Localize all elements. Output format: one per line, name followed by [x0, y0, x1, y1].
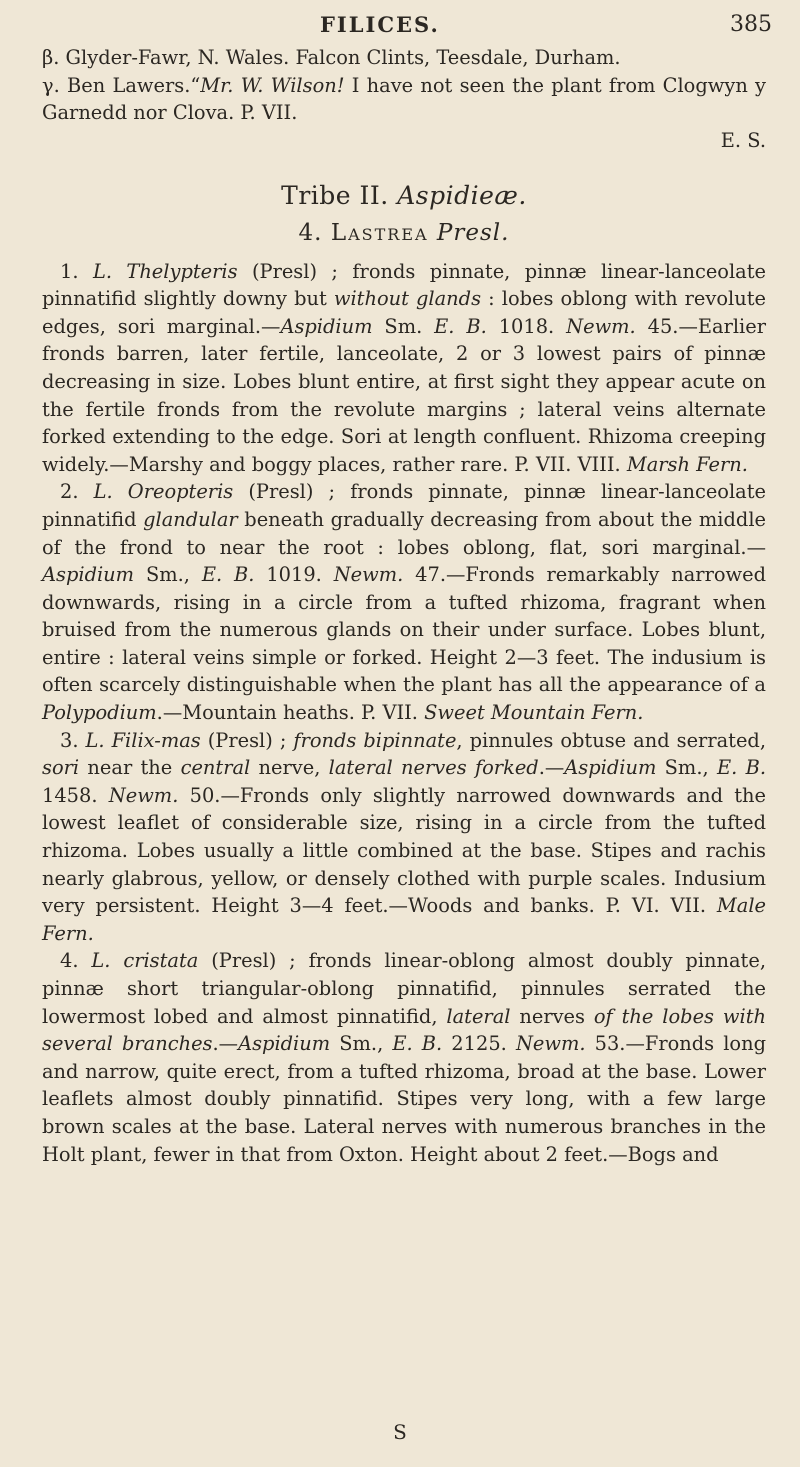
species-text: (Presl) ; fronds linear-oblong almost doubly pinnate, pinnæ short triangular-oblong pinnatifid, pinnules serrated the lowermost lobed and almost pinnatifid, [42, 949, 766, 1028]
species-text: 1458. [42, 783, 109, 807]
species-text: 47.—Fronds remarkably narrowed downwards, rising in a circle from a tufted rhizoma, fragrant when bruised from the numerous glands on their under surface. Lobes blunt, entire : lateral veins simple or forked. Height 2—3 feet. The indusium is often scarcely distinguishable when the plant has all the appearance of a [42, 563, 766, 697]
species-synonym: Aspidium [280, 314, 373, 338]
species-text: 50.—Fronds only slightly narrowed downwards and the lowest leaflet of considerable size, rising in a circle from the tufted rhizoma. Lobes usually a little combined at the base. Stipes and rachis nearly glabrous, yellow, or densely clothed with purple scales. Indusium very persistent. Height 3—4 feet.—Woods and banks. P. VI. VII. [42, 783, 766, 918]
species-text: 1019. [254, 563, 334, 587]
variety-gamma-quote: “ [190, 73, 201, 97]
signature-mark: S [393, 1420, 407, 1444]
species-common-name: Marsh Fern. [626, 452, 748, 476]
species-text: nerve, [250, 756, 329, 780]
variety-gamma-locality: Ben Lawers. [67, 73, 191, 97]
genus-name: Lastrea [330, 219, 429, 246]
species-number: 4. [60, 949, 79, 973]
species-emphasis: glandular [143, 507, 238, 531]
species-text: beneath gradually decreasing from about the middle of the frond to near the root : lobes oblong, flat, sori marginal.— [42, 507, 767, 559]
species-text: , pinnules obtuse and serrated, [456, 728, 766, 752]
species-text: (Presl) ; fronds pinnate, pinnæ linear-lanceolate pinnatifid slightly downy but [42, 259, 767, 311]
author-initials: E. S. [720, 128, 766, 152]
species-text: near the [79, 756, 181, 780]
species-emphasis: Polypodium [42, 701, 157, 725]
species-name: L. Oreopteris [93, 480, 234, 504]
species-reference: E. B. [716, 756, 766, 780]
species-text: (Presl) ; fronds pinnate, pinnæ linear-lanceolate pinnatifid [42, 480, 766, 531]
variety-beta-rest: Falcon Clints, Teesdale, Durham. [289, 46, 621, 69]
species-text: 2125. [442, 1032, 516, 1056]
species-text: .— [212, 1032, 239, 1056]
species-name: L. Filix-mas [85, 728, 201, 752]
species-emphasis: without glands [333, 287, 482, 311]
species-synonym: Aspidium [238, 1032, 331, 1056]
species-entry-3 [42, 727, 766, 948]
species-entry-2 [42, 478, 766, 726]
species-emphasis: lateral nerves forked [328, 756, 539, 780]
species-text: Sm., [656, 756, 717, 780]
tribe-name: Aspidieæ. [397, 181, 527, 211]
species-emphasis: sori [42, 756, 80, 780]
genus-heading [42, 220, 766, 248]
species-name: L. Thelypteris [92, 259, 238, 283]
species-text: Sm. [372, 314, 435, 338]
species-text: 53.—Fronds long and narrow, quite erect, from a tufted rhizoma, broad at the base. Lower leaflets almost doubly pinnatifid. Stipes very long, with a few large brown scales at the base. Lateral nerves with numerous branches in the Holt plant, fewer in that from Oxton. Height about 2 feet.—Bogs and [42, 1032, 766, 1166]
species-text: Sm., [330, 1032, 393, 1056]
body-text [42, 44, 766, 1168]
species-entry-4 [42, 947, 766, 1168]
species-text: 1018. [486, 314, 567, 338]
tribe-label: Tribe II. [281, 181, 389, 211]
species-common-name: Sweet Mountain Fern. [424, 701, 644, 725]
variety-gamma-label: γ. [42, 73, 60, 97]
species-reference: Newm. [566, 314, 636, 338]
genus-author: Presl. [436, 219, 510, 246]
species-text: Sm., [134, 563, 202, 587]
species-common-name: Male Fern. [42, 894, 766, 945]
species-emphasis: lateral [446, 1004, 511, 1028]
species-emphasis: central [180, 756, 251, 780]
running-head [0, 10, 800, 38]
species-number: 3. [60, 728, 79, 752]
species-reference: Newm. [333, 563, 404, 587]
species-synonym: Aspidium [42, 563, 135, 587]
species-emphasis: fronds bipinnate [293, 728, 457, 752]
species-text: .— [538, 756, 565, 780]
species-number: 2. [60, 480, 79, 504]
species-name: L. cristata [91, 949, 199, 973]
page-number: 385 [730, 12, 772, 37]
variety-beta [42, 44, 766, 72]
species-emphasis: of the lobes with several branches [42, 1004, 766, 1056]
variety-beta-locality: Glyder-Fawr, N. Wales. [65, 46, 290, 69]
variety-beta-label: β. [42, 46, 60, 69]
species-synonym: Aspidium [564, 756, 657, 780]
species-text: 45.—Earlier fronds barren, later fertile, lanceolate, 2 or 3 lowest pairs of pinnæ decreasing in size. Lobes blunt entire, at first sight they appear acute on the fertile fronds from the revolute margins ; lateral veins alternate forked extending to the edge. Sori at length confluent. Rhizoma creeping widely.—Marshy and boggy places, rather rare. P. VII. VIII. [42, 314, 766, 476]
species-text: nerves [510, 1004, 594, 1028]
variety-gamma [42, 72, 766, 127]
species-reference: Newm. [108, 783, 179, 807]
species-entry-1 [42, 258, 766, 479]
running-head-title: FILICES. [320, 12, 440, 37]
species-reference: E. B. [392, 1032, 443, 1056]
species-number: 1. [60, 259, 79, 283]
tribe-heading [42, 182, 766, 210]
variety-gamma-author: Mr. W. Wilson! [200, 73, 345, 97]
species-text: (Presl) ; [200, 728, 294, 752]
species-text: .—Mountain heaths. P. VII. [156, 701, 425, 725]
species-reference: E. B. [201, 563, 255, 587]
variety-gamma-rest: I have not seen the plant from Clogwyn y Garnedd nor Clova. P. VII. [42, 73, 766, 125]
species-reference: Newm. [515, 1032, 586, 1056]
genus-number: 4. [298, 219, 323, 246]
species-reference: E. B. [434, 314, 487, 338]
species-text: : lobes oblong with revolute edges, sori marginal.— [42, 287, 766, 338]
